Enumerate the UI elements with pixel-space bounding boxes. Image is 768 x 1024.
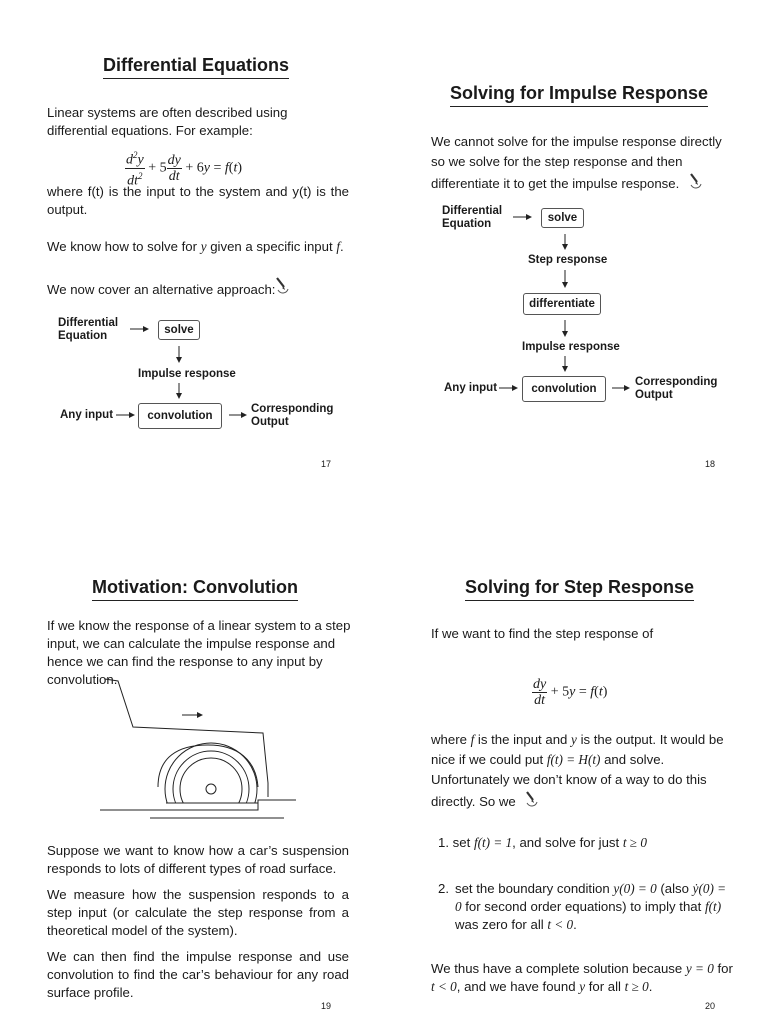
slide17-after-eq: where f(t) is the input to the system and y(t) is the output. [47,184,349,217]
slide20-p2: where f is the input and y is the output. It would be nice if we could put f(t) = H(t) and solve. Unfortunately we don’t know of a way to do this directly. So we [431,732,724,809]
slide19-p4: We can then find the impulse response and use convolution to find the car’s behaviour for any road surface profile. [47,949,349,1000]
slide18-any-input: Any input [444,382,498,394]
slide18-page-number: 18 [705,459,716,469]
slide17-de-label: Differential Equation [58,317,119,342]
slide20-equation: $\frac{dy}{dt}$ + 5y = f(t) [533,677,608,708]
slide17-title: Differential Equations [103,55,289,79]
slide18-differentiate-box: differentiate [523,293,601,315]
slide19-title: Motivation: Convolution [92,577,298,601]
car-suspension-diagram [98,675,298,825]
slide20-item2: set the boundary condition y(0) = 0 (also ẏ(0) = 0 for second order equations) to imply that f(t) was zero for all t < 0. [455,881,727,932]
slide20-title: Solving for Step Response [465,577,694,601]
slide20-final: We thus have a complete solution because y = 0 for t < 0, and we have found y for all t ≥ 0. [431,961,733,994]
slide19-p2: Suppose we want to know how a car’s suspension responds to lots of different types of road surface. [47,843,349,876]
slide18-text: We cannot solve for the impulse response directly so we solve for the step response and then differentiate it to get the impulse response. [431,134,722,191]
slide17-equation: $\frac{d^2y}{dt^2}$ + 5 $\frac{dy}{dt}$ + 6y = f(t) [126,150,242,189]
slide18-solve-box: solve [541,208,584,228]
slide20-intro: If we want to find the step response of [431,626,654,641]
pencil-icon [273,276,291,296]
slide20-item1: 1. set f(t) = 1, and solve for just t ≥ 0 [438,835,647,850]
slide17-page-number: 17 [321,459,332,469]
pencil-icon [523,790,539,808]
slide17-output-label: Corresponding Output [251,403,334,428]
slide18-title: Solving for Impulse Response [450,83,708,107]
slide17-convolution-box: convolution [138,403,222,429]
slide18-output-label: Corresponding Output [635,376,718,401]
slide18-convolution-box: convolution [522,376,606,402]
slide18-de-label: Differential Equation [442,205,503,230]
slide17-any-input: Any input [60,409,114,421]
pencil-icon [687,172,703,190]
slide19-page-number: 19 [321,1001,332,1011]
slide20-item2-number: 2. [438,881,449,896]
slide19-p1: If we know the response of a linear system to a step input, we can calculate the impulse response and hence we can find the response to any input by convolution. [47,618,351,687]
slide18-step-label: Step response [528,254,608,266]
slide19-p3: We measure how the suspension responds to a step input (or calculate the step response from a theoretical model of the system). [47,887,349,938]
slide17-know: We know how to solve for y given a specific input f. [47,239,344,254]
slide20-page-number: 20 [705,1001,716,1011]
slide17-solve-box: solve [158,320,200,340]
slide17-alt: We now cover an alternative approach: [47,282,276,297]
slide18-impulse-label: Impulse response [522,341,620,353]
slide17-intro: Linear systems are often described using differential equations. For example: [47,105,288,138]
slide17-impulse-label: Impulse response [138,368,236,380]
